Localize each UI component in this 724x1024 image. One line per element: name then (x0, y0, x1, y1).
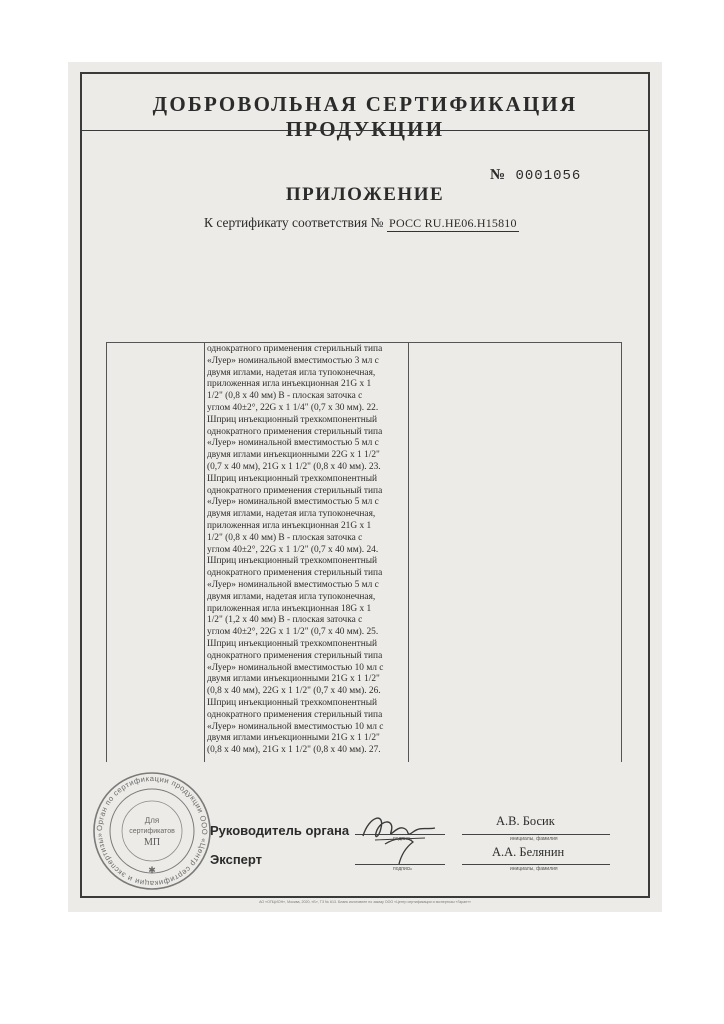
head-of-body-label: Руководитель органа (210, 823, 350, 838)
head-name: А.В. Босик (496, 814, 555, 828)
number-sign: № (490, 167, 507, 183)
stamp-center-mark: МП (143, 837, 161, 848)
stamp-center-line2: сертификатов (129, 828, 175, 835)
stamp-center-line1: Для (144, 816, 160, 825)
product-text-line: однократного применения стерильный типа (207, 485, 383, 496)
head-name-caption: инициалы, фамилия (510, 836, 558, 842)
expert-name-caption: инициалы, фамилия (510, 866, 558, 872)
product-text-line: 1/2" (0,8 x 40 мм) B - плоская заточка с (207, 391, 363, 402)
product-text-line: углом 40±2°, 22G x 1 1/4" (0,7 x 30 мм). 22. (207, 402, 379, 413)
expert-name-line (462, 864, 610, 865)
organization-stamp (90, 769, 214, 893)
form-number (490, 167, 581, 184)
table-top-border (106, 342, 622, 343)
stamp-star-icon: ✱ (148, 865, 156, 875)
product-text-line: однократного применения стерильный типа (207, 426, 383, 437)
handwritten-signature (355, 808, 445, 868)
header-divider (82, 130, 648, 131)
product-text-line: «Луер» номинальной вместимостью 10 мл с (207, 662, 384, 673)
product-text-line: двумя иглами, надетая игла тупоконечная, (207, 367, 376, 378)
expert-signature-caption: подпись (393, 866, 412, 872)
product-text-line: Шприц инъекционный трехкомпонентный (207, 697, 378, 708)
stamp-outer-text: Орган по сертификации продукции ООО «Центр сертификации и экспертизы» (94, 773, 210, 889)
product-description-cell (207, 344, 405, 757)
product-text-line: «Луер» номинальной вместимостью 5 мл с (207, 438, 379, 449)
product-text-line: двумя иглами инъекционными 21G x 1 1/2" (207, 674, 380, 685)
product-text-line: (0,8 x 40 мм), 21G x 1 1/2" (0,8 x 40 мм). 27. (207, 745, 381, 756)
certificate-reference (204, 215, 519, 232)
product-text-line: однократного применения стерильный типа (207, 568, 383, 579)
product-text-line: однократного применения стерильный типа (207, 344, 383, 354)
product-text-line: однократного применения стерильный типа (207, 709, 383, 720)
head-signature-caption: подпись (393, 836, 412, 842)
product-text-line: Шприц инъекционный трехкомпонентный (207, 556, 378, 567)
table-left-border (106, 342, 107, 762)
table-right-border (621, 342, 622, 762)
product-text-line: Шприц инъекционный трехкомпонентный (207, 638, 378, 649)
product-text-line: (0,8 x 40 мм), 22G x 1 1/2" (0,7 x 40 мм). 26. (207, 686, 381, 697)
expert-label: Эксперт (210, 852, 263, 867)
product-text-line: двумя иглами инъекционными 22G x 1 1/2" (207, 450, 380, 461)
product-text-line: «Луер» номинальной вместимостью 3 мл с (207, 355, 379, 366)
product-text-line: приложенная игла инъекционная 18G x 1 (207, 603, 372, 614)
product-text-line: углом 40±2°, 22G x 1 1/2" (0,7 x 40 мм). 25. (207, 627, 379, 638)
product-text-line: 1/2" (0,8 x 40 мм) B - плоская заточка с (207, 532, 363, 543)
product-text-line: Шприц инъекционный трехкомпонентный (207, 473, 378, 484)
product-text-line: (0,7 x 40 мм), 21G x 1 1/2" (0,8 x 40 мм). 23. (207, 461, 381, 472)
product-text-line: Шприц инъекционный трехкомпонентный (207, 414, 378, 425)
form-number-value: 0001056 (515, 168, 582, 184)
document-title: ПРИЛОЖЕНИЕ (285, 184, 445, 205)
product-text-line: однократного применения стерильный типа (207, 650, 383, 661)
head-name-line (462, 834, 610, 835)
product-text-line: приложенная игла инъекционная 21G x 1 (207, 379, 372, 390)
table-column-divider-1 (204, 342, 205, 762)
header-title: ДОБРОВОЛЬНАЯ СЕРТИФИКАЦИЯ ПРОДУКЦИИ (152, 92, 578, 141)
product-text-line: 1/2" (1,2 x 40 мм) B - плоская заточка с (207, 615, 363, 626)
cert-ref-code: РОСС RU.НЕ06.Н15810 (388, 216, 517, 230)
product-text-line: «Луер» номинальной вместимостью 10 мл с (207, 721, 384, 732)
product-text-line: «Луер» номинальной вместимостью 5 мл с (207, 497, 379, 508)
product-text-line: двумя иглами, надетая игла тупоконечная, (207, 509, 376, 520)
product-text-line: приложенная игла инъекционная 21G x 1 (207, 520, 372, 531)
product-text-line: двумя иглами инъекционными 21G x 1 1/2" (207, 733, 380, 744)
cert-ref-label: К сертификату соответствия № (204, 215, 384, 230)
product-text-line: двумя иглами, надетая игла тупоконечная, (207, 591, 376, 602)
product-text-line: «Луер» номинальной вместимостью 5 мл с (207, 579, 379, 590)
form-footer: АО «ОПЦИОН», Москва, 2020, «Б», ТЗ № 613. Бланк изготовлен по заказу ООО «Центр сертификации и экспертизы «Гарант» (259, 900, 471, 904)
table-column-divider-2 (408, 342, 409, 762)
product-text-line: углом 40±2°, 22G x 1 1/2" (0,7 x 40 мм). 24. (207, 544, 379, 555)
expert-name: А.А. Белянин (492, 845, 565, 859)
